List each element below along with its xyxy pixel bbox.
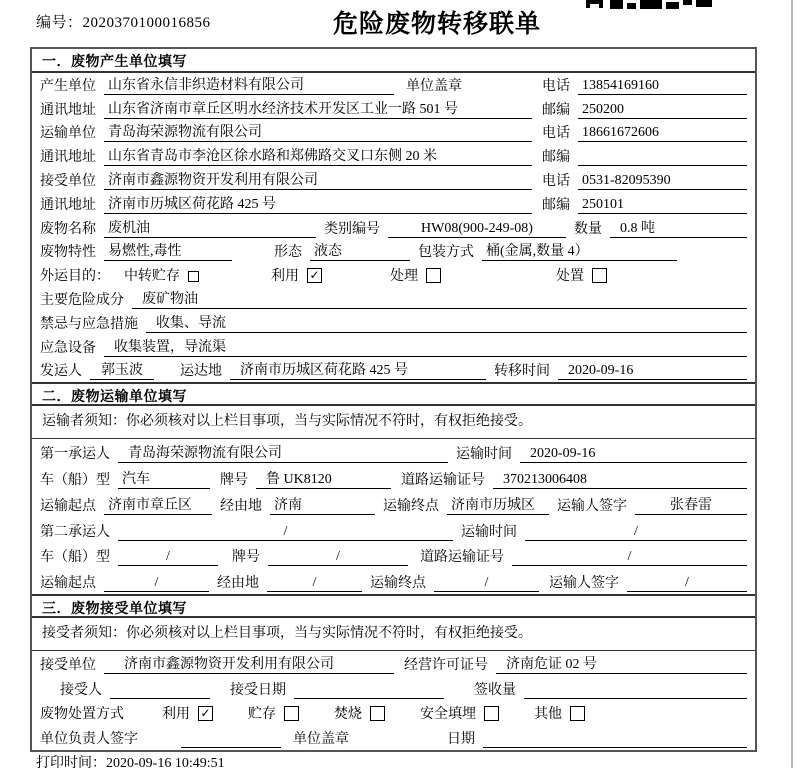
receiver-phone-label: 电话 bbox=[542, 173, 570, 189]
row-waste-character bbox=[32, 240, 755, 264]
main-hazard-label: 主要危险成分 bbox=[40, 292, 124, 308]
row-transfer-purpose bbox=[32, 263, 755, 287]
disposal-other-label: 其他 bbox=[534, 707, 562, 723]
taboo-measures-value: 收集、导流 bbox=[146, 315, 747, 333]
transport-time2-value: / bbox=[525, 523, 747, 541]
row-producer-address bbox=[32, 97, 755, 121]
taboo-measures-label: 禁忌与应急措施 bbox=[40, 316, 138, 332]
origin1-value: 济南市章丘区 bbox=[104, 497, 212, 515]
disposal-landfill-label: 安全填埋 bbox=[420, 707, 476, 723]
disposal-incinerate-checkbox bbox=[370, 706, 385, 721]
section3-header: 三．废物接受单位填写 bbox=[32, 594, 755, 618]
disposal-landfill-checkbox bbox=[484, 706, 499, 721]
shipper-value: 郭玉波 bbox=[90, 362, 154, 380]
origin2-label: 运输起点 bbox=[40, 576, 96, 592]
category-code-value: HW08(900-249-08) bbox=[388, 220, 566, 238]
road-permit2-label: 道路运输证号 bbox=[420, 550, 504, 566]
row-acceptor bbox=[32, 676, 755, 701]
row-emergency-equipment bbox=[32, 335, 755, 359]
form-state-label: 形态 bbox=[274, 245, 302, 261]
endpoint1-label: 运输终点 bbox=[383, 498, 439, 514]
destination-label: 运达地 bbox=[180, 364, 222, 380]
second-carrier-label: 第二承运人 bbox=[40, 524, 110, 540]
page-edge-line bbox=[791, 0, 793, 768]
first-carrier-label: 第一承运人 bbox=[40, 447, 110, 463]
origin1-label: 运输起点 bbox=[40, 498, 96, 514]
receipt-quantity-label: 签收量 bbox=[474, 682, 516, 698]
transfer-purpose-label: 外运目的： bbox=[40, 269, 110, 285]
date2-label: 日期 bbox=[447, 731, 475, 747]
license-value: 济南危证 02 号 bbox=[496, 656, 747, 674]
transport-zip-value bbox=[578, 149, 747, 166]
emergency-equipment-label: 应急设备 bbox=[40, 340, 96, 356]
transport-unit-label: 运输单位 bbox=[40, 126, 96, 142]
section1-header: 一．废物产生单位填写 bbox=[32, 49, 755, 73]
transport-zip-label: 邮编 bbox=[542, 150, 570, 166]
transport-phone-label: 电话 bbox=[542, 126, 570, 142]
row-vehicle2 bbox=[32, 543, 755, 569]
transport-unit-value: 青岛海荣源物流有限公司 bbox=[104, 124, 532, 142]
row-accept-unit bbox=[32, 651, 755, 676]
row-taboo-measures bbox=[32, 311, 755, 335]
producer-phone-value: 13854169160 bbox=[578, 77, 747, 95]
quantity-value: 0.8 吨 bbox=[610, 220, 747, 238]
acceptor-value bbox=[110, 682, 210, 699]
qr-code-fragment bbox=[586, 0, 714, 11]
row-main-hazard bbox=[32, 287, 755, 311]
transporter-sign2-value: / bbox=[627, 574, 747, 592]
vehicle-type1-label: 车（船）型 bbox=[40, 472, 110, 488]
disposal-utilize-checkbox: ✓ bbox=[198, 706, 213, 721]
transfer-date-label: 转移时间 bbox=[494, 364, 550, 380]
row-vehicle1 bbox=[32, 465, 755, 491]
transport-phone-value: 18661672606 bbox=[578, 124, 747, 142]
transport-address-value: 山东省青岛市李沧区徐水路和郑佛路交叉口东侧 20 米 bbox=[104, 148, 532, 166]
accept-date-label: 接受日期 bbox=[230, 682, 286, 698]
purpose-storage-label: 中转贮存 bbox=[124, 269, 180, 285]
print-time-line bbox=[36, 752, 225, 768]
transport-address-label: 通讯地址 bbox=[40, 150, 96, 166]
serial-value: 2020370100016856 bbox=[82, 15, 211, 31]
print-time-value: 2020-09-16 10:49:51 bbox=[106, 756, 225, 768]
transport-time2-label: 运输时间 bbox=[461, 524, 517, 540]
row-second-carrier bbox=[32, 517, 755, 543]
second-carrier-value: / bbox=[118, 523, 453, 541]
receiver-unit-value: 济南市鑫源物资开发利用有限公司 bbox=[104, 172, 532, 190]
producer-phone-label: 电话 bbox=[542, 78, 570, 94]
responsible-sign-value bbox=[181, 731, 281, 748]
receiver-zip-label: 邮编 bbox=[542, 197, 570, 213]
first-carrier-value: 青岛海荣源物流有限公司 bbox=[118, 445, 448, 463]
receipt-quantity-value bbox=[524, 682, 747, 699]
page-title: 危险废物转移联单 bbox=[333, 11, 542, 38]
disposal-storage-label: 贮存 bbox=[248, 707, 276, 723]
quantity-label: 数量 bbox=[574, 221, 602, 237]
waste-name-label: 废物名称 bbox=[40, 221, 96, 237]
purpose-dispose-label: 处置 bbox=[556, 269, 584, 285]
shipper-label: 发运人 bbox=[40, 364, 82, 380]
transport-time1-value: 2020-09-16 bbox=[520, 445, 747, 463]
manifest-form-table bbox=[30, 47, 757, 752]
category-code-label: 类别编号 bbox=[324, 221, 380, 237]
via1-label: 经由地 bbox=[220, 498, 262, 514]
plate1-value: 鲁 UK8120 bbox=[256, 471, 391, 489]
row-producer-unit bbox=[32, 73, 755, 97]
acceptor-notice: 接受者须知：你必须核对以上栏目事项，当与实际情况不符时，有权拒绝接受。 bbox=[32, 618, 755, 651]
section3-body bbox=[32, 651, 755, 750]
purpose-utilize-label: 利用 bbox=[271, 269, 299, 285]
unit-seal2-label: 单位盖章 bbox=[293, 731, 349, 747]
section1-body bbox=[32, 73, 755, 382]
print-time-label: 打印时间： bbox=[36, 756, 106, 768]
purpose-utilize-checkbox: ✓ bbox=[307, 268, 322, 283]
receiver-zip-value: 250101 bbox=[578, 196, 747, 214]
via1-value: 济南 bbox=[270, 497, 375, 515]
receiver-address-value: 济南市历城区荷花路 425 号 bbox=[104, 196, 532, 214]
waste-name-value: 废机油 bbox=[104, 220, 316, 238]
serial-label: 编号： bbox=[36, 15, 83, 31]
row-receiver-address bbox=[32, 192, 755, 216]
purpose-storage-checkbox bbox=[188, 271, 199, 282]
row-receiver-unit bbox=[32, 168, 755, 192]
producer-zip-label: 邮编 bbox=[542, 102, 570, 118]
packing-label: 包装方式 bbox=[418, 245, 474, 261]
disposal-utilize-label: 利用 bbox=[162, 707, 190, 723]
transport-time1-label: 运输时间 bbox=[456, 447, 512, 463]
row-route2 bbox=[32, 568, 755, 594]
packing-value: 桶(金属,数量 4） bbox=[482, 243, 677, 261]
responsible-sign-label: 单位负责人签字 bbox=[40, 731, 138, 747]
transporter-sign1-value: 张春雷 bbox=[635, 497, 747, 515]
disposal-storage-checkbox bbox=[284, 706, 299, 721]
section2-header: 二．废物运输单位填写 bbox=[32, 382, 755, 406]
via2-label: 经由地 bbox=[217, 576, 259, 592]
via2-value: / bbox=[267, 574, 362, 592]
plate2-value: / bbox=[268, 548, 408, 566]
vehicle-type1-value: 汽车 bbox=[118, 471, 210, 489]
road-permit1-label: 道路运输证号 bbox=[401, 472, 485, 488]
main-hazard-value: 废矿物油 bbox=[132, 291, 747, 309]
row-waste-name bbox=[32, 216, 755, 240]
row-responsible-sign bbox=[32, 725, 755, 750]
plate1-label: 牌号 bbox=[220, 472, 248, 488]
disposal-other-checkbox bbox=[570, 706, 585, 721]
receiver-unit-label: 接受单位 bbox=[40, 173, 96, 189]
road-permit2-value: / bbox=[512, 548, 747, 566]
accept-unit-label: 接受单位 bbox=[40, 657, 96, 673]
section2-body bbox=[32, 439, 755, 594]
license-label: 经营许可证号 bbox=[404, 657, 488, 673]
transporter-notice: 运输者须知：你必须核对以上栏目事项，当与实际情况不符时，有权拒绝接受。 bbox=[32, 406, 755, 439]
origin2-value: / bbox=[104, 574, 209, 592]
transporter-sign1-label: 运输人签字 bbox=[557, 498, 627, 514]
transporter-sign2-label: 运输人签字 bbox=[549, 576, 619, 592]
producer-unit-label: 产生单位 bbox=[40, 78, 96, 94]
row-route1 bbox=[32, 491, 755, 517]
producer-zip-value: 250200 bbox=[578, 101, 747, 119]
endpoint2-label: 运输终点 bbox=[370, 576, 426, 592]
plate2-label: 牌号 bbox=[232, 550, 260, 566]
purpose-treat-checkbox bbox=[426, 268, 441, 283]
disposal-method-label: 废物处置方式 bbox=[40, 707, 124, 723]
emergency-equipment-value: 收集装置，导流渠 bbox=[104, 339, 747, 357]
acceptor-label: 接受人 bbox=[60, 682, 102, 698]
row-disposal-method bbox=[32, 701, 755, 726]
unit-seal-label: 单位盖章 bbox=[406, 78, 462, 94]
transfer-date-value: 2020-09-16 bbox=[558, 362, 747, 380]
accept-unit-value: 济南市鑫源物资开发利用有限公司 bbox=[104, 656, 394, 674]
date2-value bbox=[483, 731, 747, 748]
purpose-treat-label: 处理 bbox=[390, 269, 418, 285]
vehicle-type2-label: 车（船）型 bbox=[40, 550, 110, 566]
row-transport-unit bbox=[32, 121, 755, 145]
row-first-carrier bbox=[32, 439, 755, 465]
vehicle-type2-value: / bbox=[118, 548, 218, 566]
producer-address-value: 山东省济南市章丘区明水经济技术开发区工业一路 501 号 bbox=[104, 101, 532, 119]
producer-address-label: 通讯地址 bbox=[40, 102, 96, 118]
accept-date-value bbox=[294, 682, 444, 699]
purpose-dispose-checkbox bbox=[592, 268, 607, 283]
receiver-address-label: 通讯地址 bbox=[40, 197, 96, 213]
row-transport-address bbox=[32, 144, 755, 168]
waste-character-label: 废物特性 bbox=[40, 245, 96, 261]
road-permit1-value: 370213006408 bbox=[493, 471, 747, 489]
row-shipper bbox=[32, 359, 755, 383]
disposal-incinerate-label: 焚烧 bbox=[334, 707, 362, 723]
form-state-value: 液态 bbox=[310, 243, 410, 261]
destination-value: 济南市历城区荷花路 425 号 bbox=[230, 362, 486, 380]
producer-unit-value: 山东省永信非织造材料有限公司 bbox=[104, 77, 394, 95]
receiver-phone-value: 0531-82095390 bbox=[578, 172, 747, 190]
endpoint1-value: 济南市历城区 bbox=[447, 497, 549, 515]
endpoint2-value: / bbox=[434, 574, 539, 592]
serial-number-line bbox=[36, 11, 211, 32]
waste-character-value: 易燃性,毒性 bbox=[104, 243, 232, 261]
